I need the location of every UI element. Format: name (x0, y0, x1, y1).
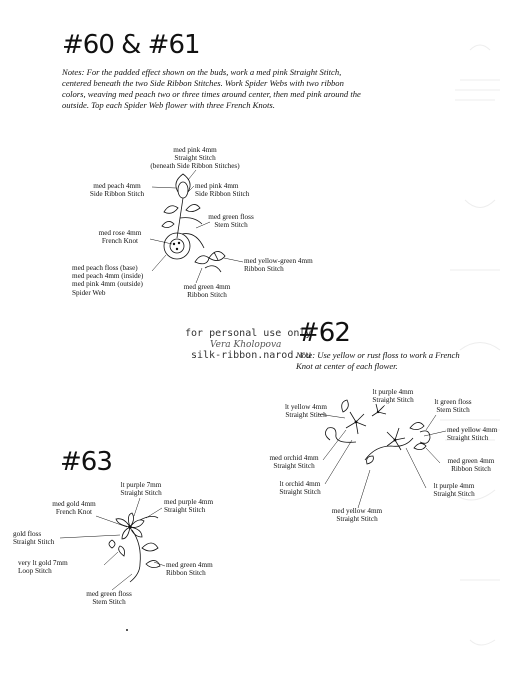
label-med-green-right: med green 4mm Ribbon Stitch (447, 457, 495, 474)
label-med-green-ribbon: med green 4mm Ribbon Stitch (183, 283, 231, 300)
pattern-title-60-61: #60 & #61 (62, 30, 200, 60)
label-spider-web: med peach floss (base) med peach 4mm (inside) med pink 4mm (outside) Spider Web (72, 264, 144, 297)
label-gold-floss: gold floss Straight Stitch (13, 530, 55, 547)
label-med-gold: med gold 4mm French Knot (52, 500, 96, 517)
label-med-green-floss-63: med green floss Stem Stitch (86, 590, 132, 607)
watermark-site: silk-ribbon.narod.ru (191, 350, 312, 361)
label-med-peach-side-ribbon: med peach 4mm Side Ribbon Stitch (89, 182, 145, 199)
pattern-title-62: #62 (298, 318, 350, 348)
label-med-purple: med purple 4mm Straight Stitch (164, 498, 214, 515)
stray-mark (126, 629, 128, 631)
label-lt-purple-7mm: lt purple 7mm Straight Stitch (120, 481, 162, 498)
watermark-personal-use: for personal use only (185, 328, 312, 339)
label-med-rose-french-knot: med rose 4mm French Knot (98, 229, 142, 246)
label-med-green-ribbon-63: med green 4mm Ribbon Stitch (166, 561, 213, 578)
label-lt-yellow: lt yellow 4mm Straight Stitch (285, 403, 327, 420)
label-lt-orchid: lt orchid 4mm Straight Stitch (279, 480, 321, 497)
label-med-yellow-bottom: med yellow 4mm Straight Stitch (331, 507, 383, 524)
pattern-notes-60-61: Notes: For the padded effect shown on the buds, work a med pink Straight Stitch, centered beneath the two Side Ribbon Stitches. Work Spider Webs with two ribbon colors, weaving med peach two or three times around center, then med pink around the outside. Top each Spider Web flower with three French Knots. (62, 67, 361, 110)
label-very-lt-gold: very lt gold 7mm Loop Stitch (18, 559, 68, 576)
label-lt-green-floss: lt green floss Stem Stitch (434, 398, 472, 415)
pattern-notes-62: Note: Use yellow or rust floss to work a French Knot at center of each flower. (296, 350, 460, 371)
label-lt-purple-bottom: lt purple 4mm Straight Stitch (433, 482, 475, 499)
watermark-author: Vera Kholopova (210, 340, 282, 350)
label-med-yellow-green-ribbon: med yellow-green 4mm Ribbon Stitch (244, 257, 313, 274)
label-med-pink-side-ribbon: med pink 4mm Side Ribbon Stitch (195, 182, 250, 199)
label-med-orchid: med orchid 4mm Straight Stitch (269, 454, 319, 471)
label-med-yellow-right: med yellow 4mm Straight Stitch (447, 426, 498, 443)
label-med-green-floss-stem: med green floss Stem Stitch (208, 213, 254, 230)
label-lt-purple-top: lt purple 4mm Straight Stitch (372, 388, 414, 405)
label-med-pink-straight: med pink 4mm Straight Stitch (beneath Side Ribbon Stitches) (150, 146, 240, 171)
pattern-title-63: #63 (60, 447, 112, 477)
